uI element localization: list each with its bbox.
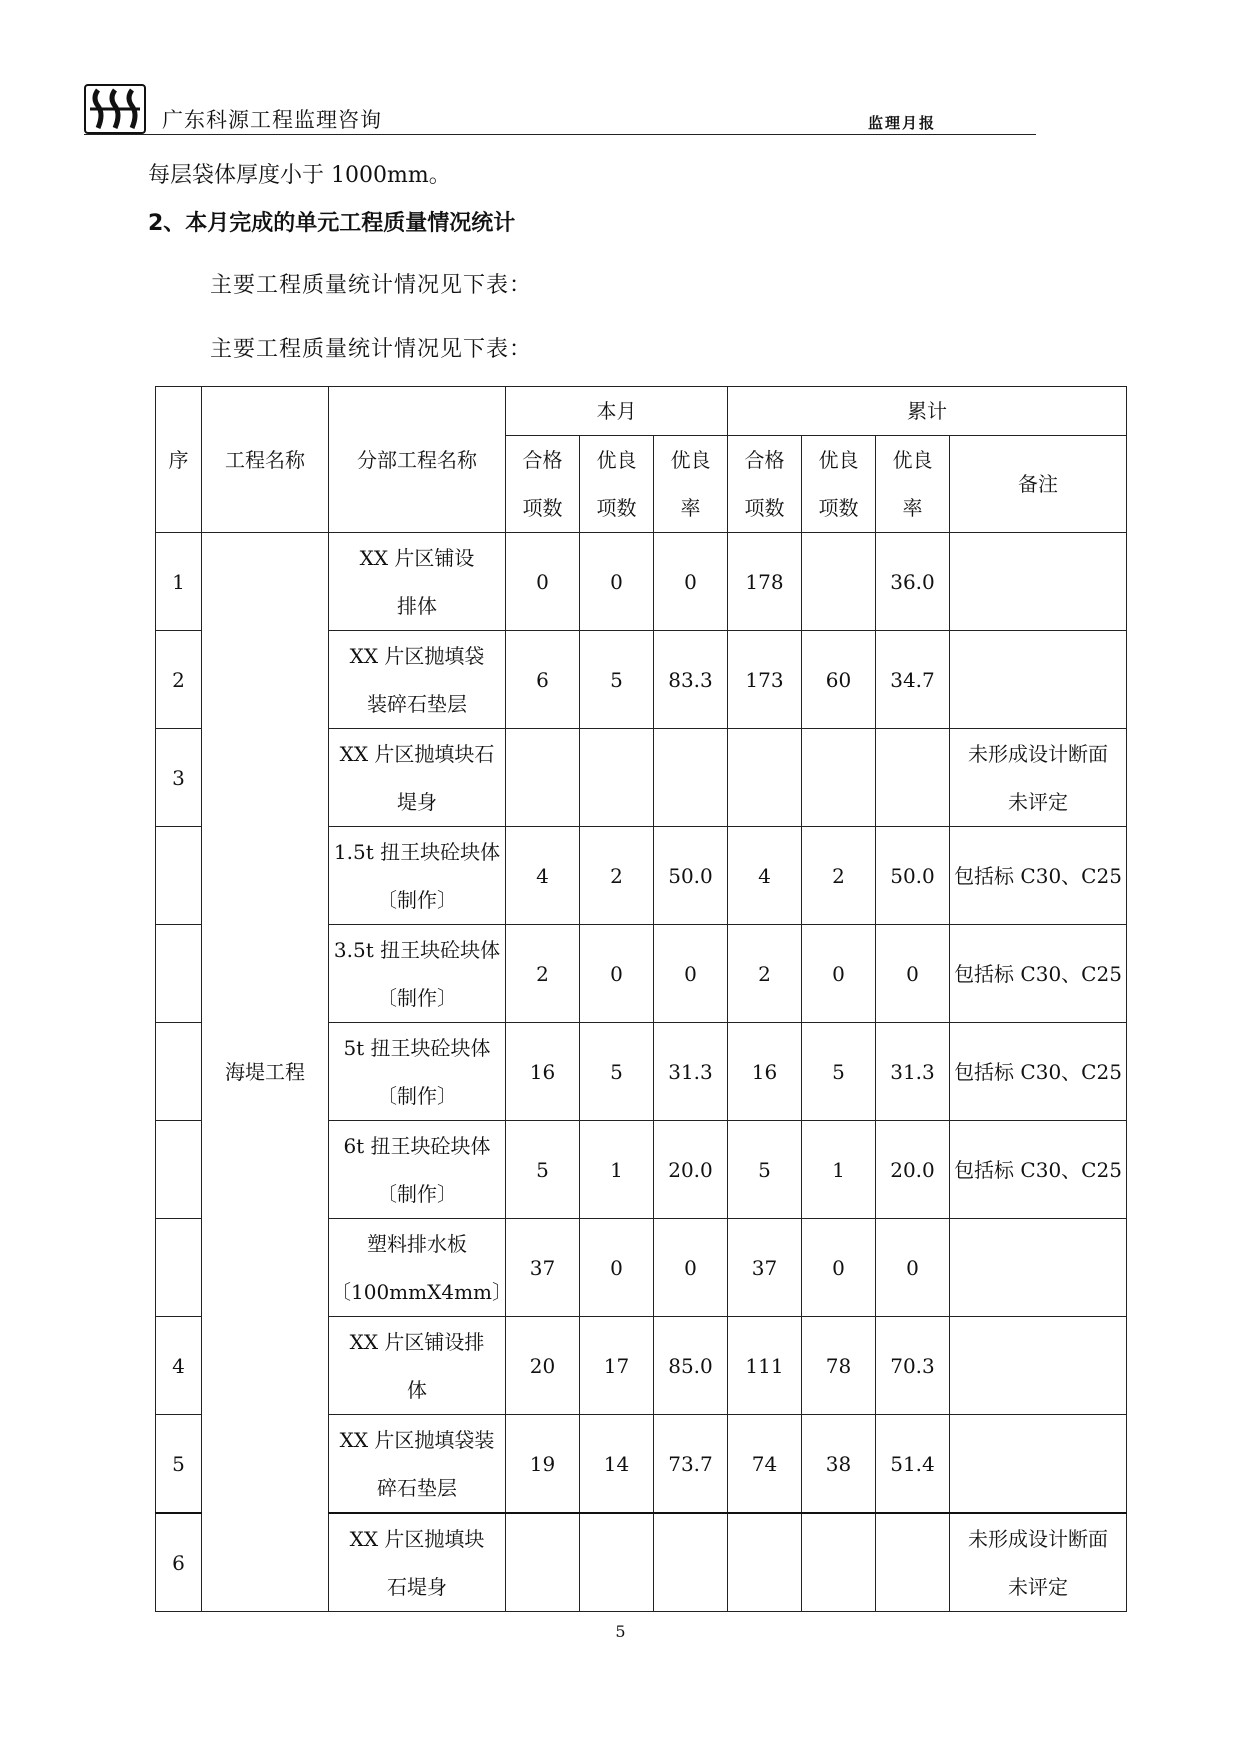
row-month-rate: 73.7 [654, 1415, 728, 1514]
row-month-excellent: 0 [580, 925, 654, 1023]
row-month-excellent: 14 [580, 1415, 654, 1514]
row-cum-rate: 70.3 [876, 1317, 950, 1415]
row-remarks [950, 631, 1127, 729]
row-seq [156, 1121, 202, 1219]
row-month-qualified: 16 [506, 1023, 580, 1121]
row-cum-rate: 50.0 [876, 827, 950, 925]
row-month-rate: 83.3 [654, 631, 728, 729]
row-cum-qualified: 173 [728, 631, 802, 729]
header-month-excellent: 优良 项数 [580, 436, 654, 533]
header-cum-qualified: 合格 项数 [728, 436, 802, 533]
header-this-month: 本月 [506, 387, 728, 436]
row-month-qualified: 0 [506, 533, 580, 631]
row-month-qualified: 2 [506, 925, 580, 1023]
row-cum-rate: 36.0 [876, 533, 950, 631]
header-remarks: 备注 [950, 436, 1127, 533]
row-month-excellent: 5 [580, 631, 654, 729]
row-remarks: 包括标 C30、C25 [950, 1121, 1127, 1219]
row-month-rate: 0 [654, 925, 728, 1023]
row-cum-qualified: 37 [728, 1219, 802, 1317]
row-cum-qualified: 74 [728, 1415, 802, 1514]
row-cum-qualified: 5 [728, 1121, 802, 1219]
row-month-rate: 0 [654, 1219, 728, 1317]
row-cum-excellent [802, 729, 876, 827]
page-number: 5 [615, 1622, 626, 1641]
row-month-qualified: 4 [506, 827, 580, 925]
row-month-qualified: 5 [506, 1121, 580, 1219]
row-cum-excellent: 2 [802, 827, 876, 925]
row-remarks: 包括标 C30、C25 [950, 1023, 1127, 1121]
row-cum-rate: 34.7 [876, 631, 950, 729]
header-cumulative: 累计 [728, 387, 1127, 436]
row-seq: 2 [156, 631, 202, 729]
row-month-qualified: 19 [506, 1415, 580, 1514]
row-remarks: 包括标 C30、C25 [950, 827, 1127, 925]
row-sub-project: 5t 扭王块砼块体 〔制作〕 [329, 1023, 506, 1121]
row-cum-qualified: 178 [728, 533, 802, 631]
row-sub-project: XX 片区抛填块 石堤身 [329, 1513, 506, 1612]
row-cum-qualified [728, 729, 802, 827]
row-remarks [950, 1219, 1127, 1317]
page-header [84, 78, 1036, 135]
row-month-rate [654, 729, 728, 827]
row-month-excellent: 5 [580, 1023, 654, 1121]
row-cum-excellent [802, 1513, 876, 1612]
paragraph: 主要工程质量统计情况见下表： [210, 337, 533, 362]
row-seq [156, 1219, 202, 1317]
section-heading: 2、本月完成的单元工程质量情况统计 [148, 211, 516, 236]
company-logo-icon [84, 84, 146, 134]
row-cum-rate: 31.3 [876, 1023, 950, 1121]
row-month-qualified: 20 [506, 1317, 580, 1415]
row-cum-rate: 0 [876, 925, 950, 1023]
row-seq: 1 [156, 533, 202, 631]
row-cum-qualified: 2 [728, 925, 802, 1023]
row-cum-rate: 20.0 [876, 1121, 950, 1219]
row-month-excellent: 17 [580, 1317, 654, 1415]
row-cum-excellent: 38 [802, 1415, 876, 1514]
row-month-qualified: 6 [506, 631, 580, 729]
table-row [156, 533, 1127, 631]
row-month-rate: 20.0 [654, 1121, 728, 1219]
row-month-excellent [580, 1513, 654, 1612]
row-cum-excellent: 0 [802, 925, 876, 1023]
row-remarks [950, 1317, 1127, 1415]
row-cum-rate: 51.4 [876, 1415, 950, 1514]
row-month-qualified [506, 1513, 580, 1612]
header-cum-excellent: 优良 项数 [802, 436, 876, 533]
row-remarks: 未形成设计断面 未评定 [950, 729, 1127, 827]
row-cum-rate [876, 1513, 950, 1612]
row-month-excellent: 0 [580, 533, 654, 631]
row-sub-project: XX 片区抛填袋 装碎石垫层 [329, 631, 506, 729]
row-month-excellent [580, 729, 654, 827]
row-cum-excellent: 1 [802, 1121, 876, 1219]
paragraph: 主要工程质量统计情况见下表： [210, 273, 533, 298]
row-cum-rate [876, 729, 950, 827]
row-seq [156, 1023, 202, 1121]
company-name: 广东科源工程监理咨询 [162, 108, 382, 132]
intro-line: 每层袋体厚度小于 1000mm。 [148, 163, 451, 188]
row-cum-qualified: 16 [728, 1023, 802, 1121]
row-remarks: 未形成设计断面 未评定 [950, 1513, 1127, 1612]
row-month-qualified [506, 729, 580, 827]
row-sub-project: 塑料排水板 〔100mmX4mm〕 [329, 1219, 506, 1317]
row-cum-excellent [802, 533, 876, 631]
row-cum-excellent: 0 [802, 1219, 876, 1317]
row-cum-qualified [728, 1513, 802, 1612]
row-cum-excellent: 5 [802, 1023, 876, 1121]
row-seq: 6 [156, 1513, 202, 1612]
row-seq [156, 827, 202, 925]
row-seq [156, 925, 202, 1023]
quality-stats-table [155, 386, 1127, 1612]
row-month-excellent: 1 [580, 1121, 654, 1219]
header-cum-rate: 优良 率 [876, 436, 950, 533]
row-sub-project: 1.5t 扭王块砼块体 〔制作〕 [329, 827, 506, 925]
row-sub-project: XX 片区铺设 排体 [329, 533, 506, 631]
row-month-rate: 0 [654, 533, 728, 631]
row-remarks [950, 1415, 1127, 1514]
row-sub-project: 6t 扭王块砼块体 〔制作〕 [329, 1121, 506, 1219]
row-month-excellent: 0 [580, 1219, 654, 1317]
row-remarks: 包括标 C30、C25 [950, 925, 1127, 1023]
row-month-rate: 85.0 [654, 1317, 728, 1415]
row-month-excellent: 2 [580, 827, 654, 925]
row-seq: 3 [156, 729, 202, 827]
row-project-name: 海堤工程 [202, 533, 329, 1612]
row-month-qualified: 37 [506, 1219, 580, 1317]
row-month-rate [654, 1513, 728, 1612]
row-sub-project: XX 片区抛填袋装 碎石垫层 [329, 1415, 506, 1514]
row-sub-project: 3.5t 扭王块砼块体 〔制作〕 [329, 925, 506, 1023]
row-month-rate: 50.0 [654, 827, 728, 925]
row-sub-project: XX 片区抛填块石 堤身 [329, 729, 506, 827]
table-body [156, 533, 1127, 1612]
header-month-qualified: 合格 项数 [506, 436, 580, 533]
row-sub-project: XX 片区铺设排 体 [329, 1317, 506, 1415]
row-cum-excellent: 60 [802, 631, 876, 729]
report-title: 监理月报 [867, 114, 936, 132]
row-cum-excellent: 78 [802, 1317, 876, 1415]
header-month-rate: 优良 率 [654, 436, 728, 533]
row-remarks [950, 533, 1127, 631]
row-month-rate: 31.3 [654, 1023, 728, 1121]
row-cum-qualified: 111 [728, 1317, 802, 1415]
header-seq: 序 [156, 387, 202, 533]
row-seq: 5 [156, 1415, 202, 1514]
header-sub-project: 分部工程名称 [329, 387, 506, 533]
row-cum-rate: 0 [876, 1219, 950, 1317]
row-cum-qualified: 4 [728, 827, 802, 925]
row-seq: 4 [156, 1317, 202, 1415]
header-project: 工程名称 [202, 387, 329, 533]
